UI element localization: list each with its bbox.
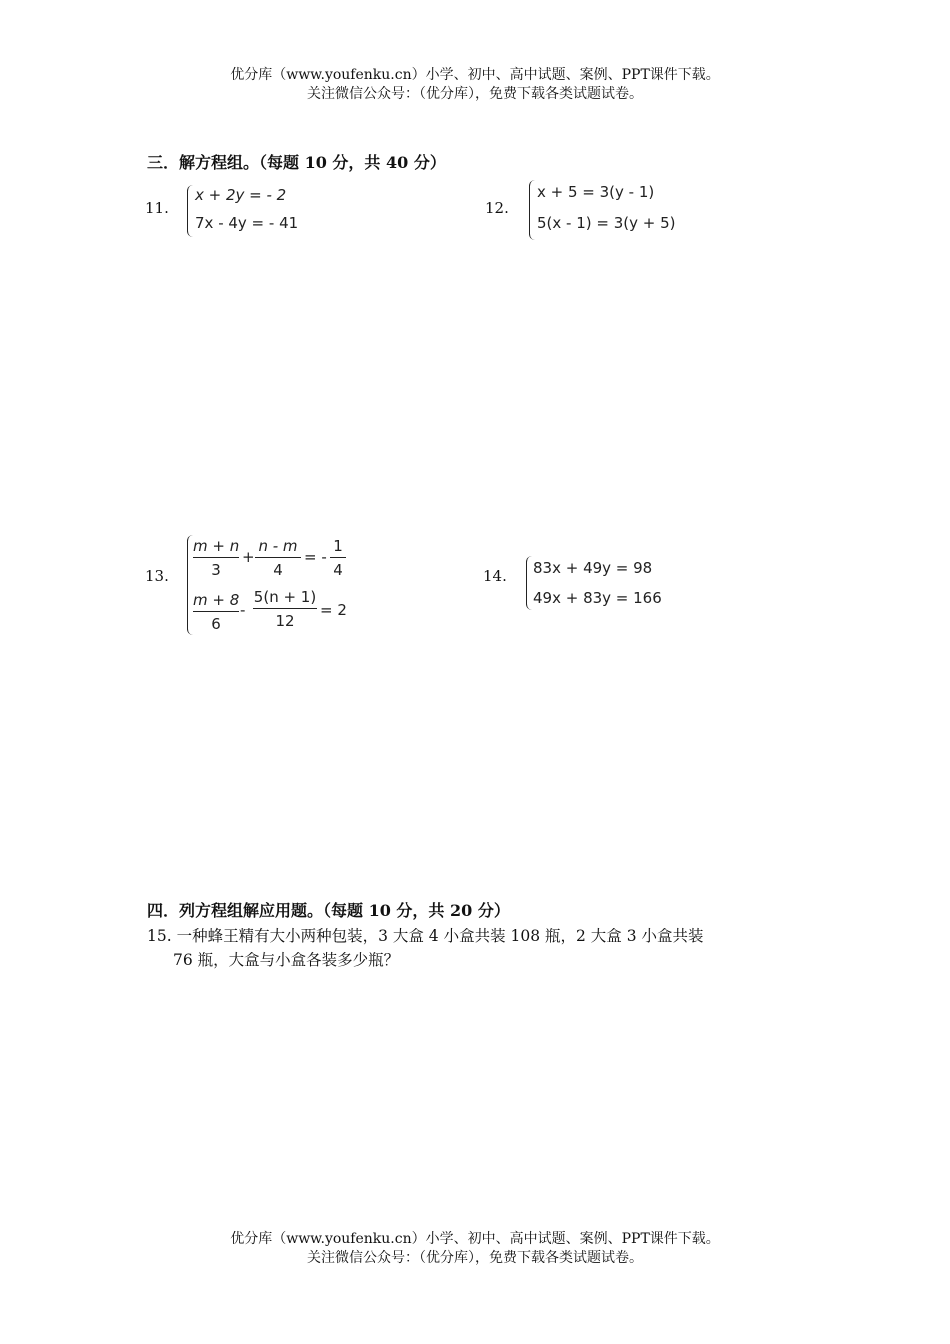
q13-row2-equals: = 2: [320, 601, 347, 619]
q13-row2-fraction-2: [253, 588, 317, 630]
page-footer: [0, 1230, 950, 1268]
q13-row1-fraction-1: [193, 537, 239, 579]
q13-r2-f1-numerator: m + 8: [193, 591, 239, 612]
q13-r1-f2-denominator: 4: [273, 561, 283, 579]
q13-row1-fraction-3: [330, 537, 346, 579]
q13-row2-operator: -: [240, 601, 246, 619]
q14-number: 14.: [483, 567, 507, 585]
q14-brace: [526, 556, 532, 610]
footer-line-1: 优分库（www.youfenku.cn）小学、初中、高中试题、案例、PPT课件下载。: [230, 1231, 720, 1247]
section-3-title: 三．解方程组。（每题 10 分，共 40 分）: [147, 153, 446, 172]
q13-r1-f1-numerator: m + n: [193, 537, 239, 558]
q13-r2-f2-numerator: 5(n + 1): [253, 588, 317, 609]
q14-equation-2: 49x + 83y = 166: [533, 589, 662, 607]
q11-equation-1: x + 2y = - 2: [195, 186, 287, 204]
q15-line-1: 15. 一种蜂王精有大小两种包装，3 大盒 4 小盒共装 108 瓶，2 大盒 3 小盒共装: [147, 927, 704, 945]
q11-brace: [187, 185, 193, 237]
page-header: [0, 66, 950, 104]
q13-r1-f1-denominator: 3: [211, 561, 221, 579]
q13-row1-equals: = -: [304, 548, 327, 566]
q13-r2-f2-denominator: 12: [275, 612, 295, 630]
q13-row2-fraction-1: [193, 591, 239, 633]
footer-line-2: 关注微信公众号：（优分库），免费下载各类试题试卷。: [307, 1250, 643, 1266]
q13-r1-f3-numerator: 1: [330, 537, 346, 558]
q12-equation-2: 5(x - 1) = 3(y + 5): [537, 214, 676, 232]
q12-number: 12.: [485, 199, 509, 217]
q13-row1-operator: +: [242, 548, 255, 566]
q14-equation-1: 83x + 49y = 98: [533, 559, 653, 577]
q11-number: 11.: [145, 199, 169, 217]
header-line-2: 关注微信公众号：（优分库），免费下载各类试题试卷。: [307, 86, 643, 102]
q13-r1-f2-numerator: n - m: [255, 537, 301, 558]
header-line-1: 优分库（www.youfenku.cn）小学、初中、高中试题、案例、PPT课件下载。: [230, 67, 720, 83]
q13-row1-fraction-2: [255, 537, 301, 579]
q13-r2-f1-denominator: 6: [211, 615, 221, 633]
q13-number: 13.: [145, 567, 169, 585]
q13-r1-f3-denominator: 4: [333, 561, 343, 579]
q12-brace: [529, 180, 535, 240]
q15-line-2: 76 瓶，大盒与小盒各装多少瓶？: [173, 951, 400, 969]
section-4-title: 四．列方程组解应用题。（每题 10 分，共 20 分）: [147, 901, 510, 920]
q12-equation-1: x + 5 = 3(y - 1): [537, 183, 655, 201]
q11-equation-2: 7x - 4y = - 41: [195, 214, 299, 232]
